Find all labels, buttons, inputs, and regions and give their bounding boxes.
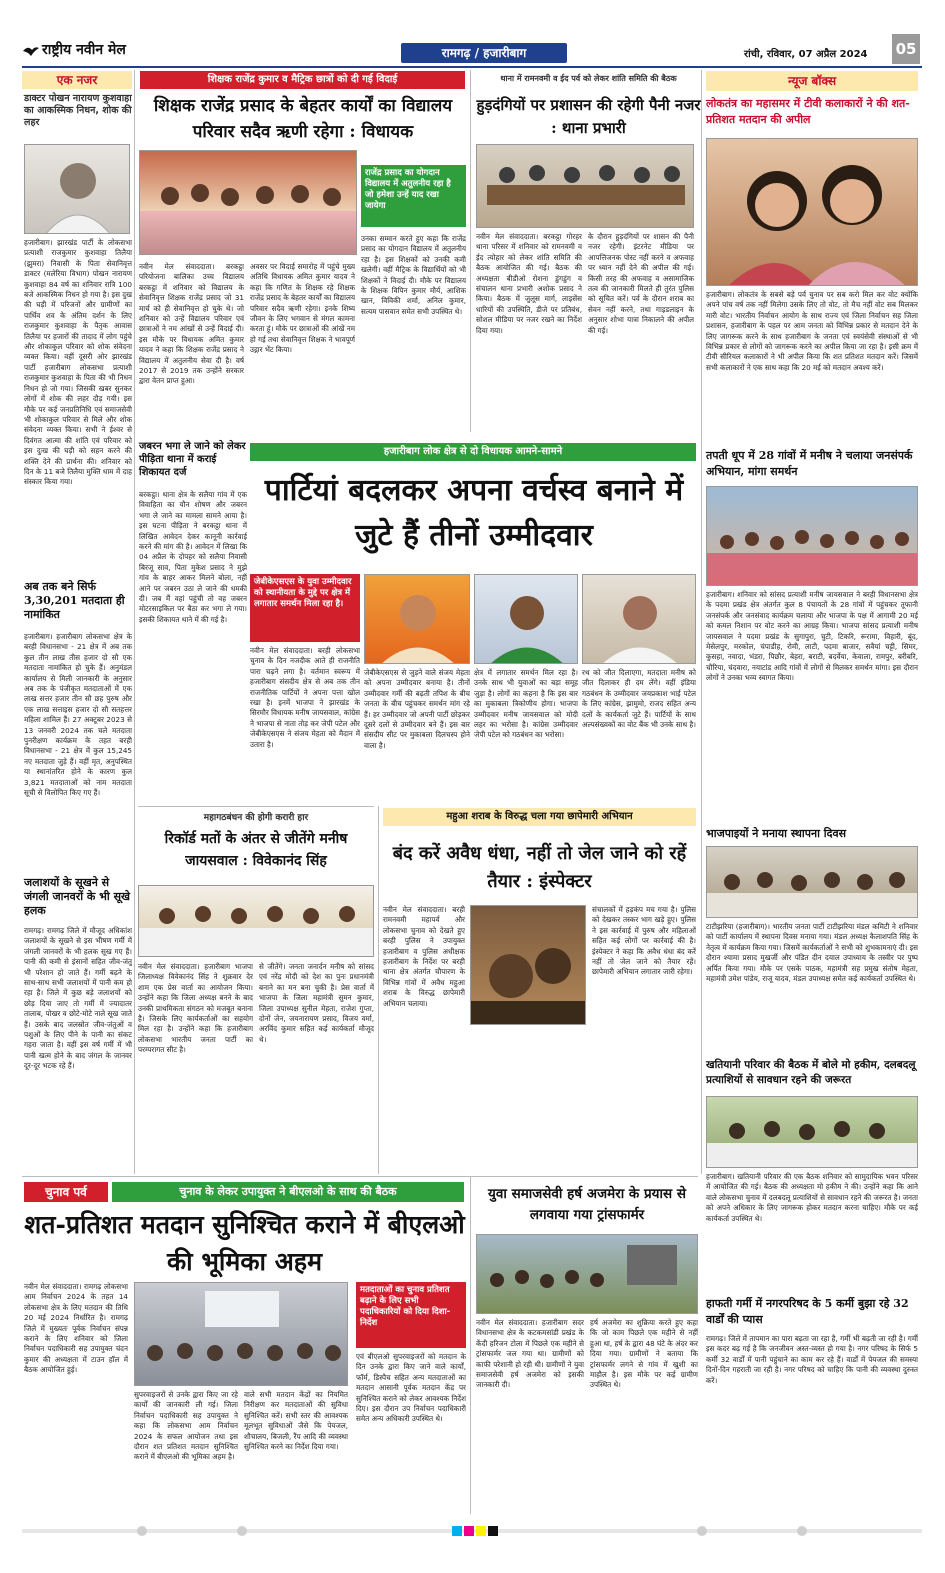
teacher-kicker: शिक्षक राजेंद्र कुमार व मैट्रिक छात्रों को दी गई विदाई [140,71,465,89]
jabaran-headline: जबरन भगा ले जाने को लेकर पीड़िता थाना में कराई शिकायत दर्ज [139,441,246,478]
col-rule-4 [378,806,379,1174]
water-headline: हाफती गर्मी में नगरपरिषद के 5 कर्मी बुझा रहे 32 वार्डों की प्यास [706,1297,909,1326]
obituary-photo [24,144,130,234]
mahua-headline: बंद करें अवैध धंधा, नहीं तो जेल जाने को रहें तैयार : इंस्पेक्टर [392,843,687,892]
harsh-col2: हर्ष अजमेरा का शुक्रिया करते हुए कहा कि जो काम पिछले एक महीने से नहीं हुआ था, हर्ष के द्वारा 48 घंटे के अंदर कर दिया गया। ग्रामीणों ने बताया कि ट्रांसफार्मर लगने से गांव में खुशी का माहौल है। इस मौके पर कई ग्रामीण उपस्थित थे। [590,1318,698,1390]
parties-quote: जेबीकेएसएस के युवा उम्मीदवार को स्थानीयता के मुद्दे पर क्षेत्र में लगातार समर्थन मिला रहा है। [254,577,352,609]
mahagath-headline: रिकॉर्ड मतों के अंतर से जीतेंगे मनीष जायसवाल : विवेकानंद सिंह [164,831,348,869]
mahagath-col1: नवीन मेल संवाददाता। हजारीबाग भाजपा जिलाध्यक्ष विवेकानंद सिंह ने शुक्रवार देर शाम एक प्रेस वार्ता का आयोजन किया। उन्होंने कहा कि जिला अध्यक्ष बनने के बाद उनकी प्राथमिकता संगठन को मजबूत बनाना है। जिसके लिए कार्यकर्ताओं का सहयोग मिल रहा है। उन्होंने कहा कि हजारीबाग लोकसभा भारतीय जनता पार्टी का परम्परागत सीट है। [138,962,253,1055]
parties-col4: रथ को जीत दिलाएगा, मतदाता मनीष को जीत दिलाकर ही दम लेंगे। वहीं इंडिया गठबंधन के उम्मीदवार जयप्रकाश भाई पटेल के लिए कांग्रेस, झामुमो, राजद सहित अन्य दलों के कार्यकर्ता जुटे हैं। पार्टियों के साथ अल्पसंख्यकों का वोट बैंक भी उनके साथ है। [582,668,696,730]
thana-kicker: थाना में रामनवमी व ईद पर्व को लेकर शांति समिति की बैठक [500,74,677,83]
lower-rule [22,1176,698,1177]
election-photo [134,1282,348,1386]
bjp-day-body: टाटीझरिया (हजारीबाग)। भारतीय जनता पार्टी टाटीझरिया मंडल कमिटी ने शनिवार को पार्टी कार्यालय में स्थापना दिवस मनाया गया। मंडल अध्यक्ष कैलाशपति सिंह के नेतृत्व में कार्यक्रम किया गया। जिसमें कार्यकर्ताओं ने सभी को शुभकामनाएं दी। इस दौरान श्यामा प्रसाद मुखर्जी और पंडित दीन दयाल उपाध्याय के तस्वीर पर पुष्प अर्पित किया गया। मौके पर एसके पाठक, महामंत्री सह प्रमुख संतोष मेहता, महामंत्री उमेश पांडेय, राजू यादव, मंडल उपाध्यक्ष समेत कई कार्यकर्ता उपस्थित थे। [706,922,918,984]
news-box-body: हजारीबाग। लोकतंत्र के सबसे बड़े पर्व चुनाव पर सब करो मिल कर वोट क्योंकि अपने पांच वर्ष तक नहीं मिलेगा उसके लिए तो वोट, तो मैच नहीं वोट सब मिलकर मारी वोट। भारतीय निर्वाचन आयोग के साथ राज्य एवं जिला निर्वाचन सह जिला प्रशासन, हजारीबाग के पहल पर आम जनता को विभिन्न प्रकार से मतदान देने के लिए जागरूक करने के साथ हजारीबाग के जनता एवं स्वयंसेवी संस्थाओं से भी विभिन्न प्रकार से लोगों को जागरूक करने का अपील किया जा रहा है। इसी क्रम में टीवी सीरियल कलाकारों ने भी अपील किया कि शत प्रतिशत मतदान करें। जिसमें सभी कलाकारों ने एक साथ कहा कि 20 मई को मतदान अवश्य करें। [706,290,918,372]
masthead [22,34,922,66]
harsh-photo [476,1234,698,1314]
jalashay-body: रामगढ़। रामगढ़ जिले में मौजूद अधिकांश जलाशयों के सूखने से इस भीषण गर्मी में जंगली जानवरों के भी हलक सूख गए हैं। पानी की कमी से इंसानों सहित जीव-जंतु भी परेशान हो जाते हैं। गर्मी बढ़ने के साथ-साथ सभी जलाशयों में पानी कम हो रहा है। जिले में कुछ बड़े जलाशयों को छोड़ दिया जाए तो गर्मी में ज्यादातर तालाब, पोखर व छोटे-मोटे नाले सूख जाते हैं। उसके बाद जलस्रोत जीव-जंतुओं व पशुओं के लिए पीने के पानी का संकट गहरा जाता है। वहीं इस वर्ष गर्मी में भी पानी खत्म होने के बाद जंगल के जानवर दूर-दूर भटक रहे हैं। [24,926,132,1071]
jabaran-body: बरकट्ठा। थाना क्षेत्र के सलैया गांव में एक विवाहिता का यौन शोषण और जबरन भगा ले जाने का मामला सामने आया है। इस घटना पीड़िता ने बरकट्ठा थाना में लिखित आवेदन देकर कानूनी कार्रवाई करने की मांग की है। आवेदन में लिखा कि 04 अप्रैल के दोपहर को सलैया निवासी बिरजू साव, पिता मुकेश प्रसाद ने मुझे गांव के बाहर आकर मिलने बोला, नहीं आने पर जबरन उठा ले जाने की धमकी दी। जब मैं वहां पहुंची तो वह जबरन मोटरसाइकिल पर बैठा कर भगा ले गया। इसकी शिकायत थाने में की गई है। [139,490,247,624]
col-rule-5 [470,1176,471,1514]
candidate-photo-2 [474,574,578,664]
harsh-col1: नवीन मेल संवाददाता। हजारीबाग सदर विधानसभा क्षेत्र के कटकमसांडी प्रखंड के केंदी हरिजन टोला में पिछले एक महीने से ट्रांसफार्मर जल गया था। ग्रामीणों को काफी परेशानी हो रही थी। ग्रामीणों ने युवा समाजसेवी हर्ष अजमेरा को इसकी जानकारी दी। [476,1318,584,1390]
bjp-day-photo [706,846,918,918]
teacher-col3: उनका सम्मान करते हुए कहा कि राजेंद्र प्रसाद का योगदान विद्यालय में अतुलनीय रहा है। इस शिक्षकों को उनकी कमी खलेगी। वहीं मैट्रिक के विद्यार्थियों को भी शिक्षकों ने विदाई दी। मौके पर विद्यालय के शिक्षक विपिन कुमार मौर्य, आशिक खान, विविकी शर्मा, अनिल कुमार, सत्यम पासवान समेत सभी उपस्थित थे। [361,234,466,316]
col-rule-2 [470,70,471,432]
candidate-photo-1 [364,574,470,664]
parties-col2: जेबीकेएसएस से जुड़ने वाले संजय मेहता को अपना उम्मीदवार बनाया है। तीनों उम्मीदवार गर्मी की बढ़ती तपिश के बीच जनता के बीच पहुंचकर समर्थन मांग रहे हैं। हर उम्मीदवार जो अपनी पार्टी छोड़कर दूसरे दलों से उम्मीदवार बने हैं। इस बार संसदीय सीट पर मुकाबला दिलचस्प होने वाला है। [364,668,470,750]
election-tag-label: चुनाव पर्व [45,1185,87,1199]
mahua-col2: संचालकों में हड़कंप मच गया है। पुलिस को देखकर तस्कर भाग खड़े हुए। पुलिस ने इस कार्रवाई में पुरुष और महिलाओं सहित कई लोगों पर कार्रवाई की है। इंस्पेक्टर ने कहा कि अवैध धंधा बंद करें नहीं तो जेल जाने को तैयार रहें। छापेमारी अभियान लगातार जारी रहेगा। [592,905,696,977]
section-badge: रामगढ़ / हजारीबाग [401,43,567,63]
mid-rule [138,806,374,807]
jalashay-headline: जलाशयों के सूखने से जंगली जानवरों के भी सूखे हलक [24,876,131,917]
election-quote: मतदाताओं का चुनाव प्रतिशत बढ़ाने के लिए सभी पदाधिकारियों को दिया दिशा-निर्देश [360,1285,451,1328]
election-kicker-bar [112,1182,464,1202]
election-headline: शत-प्रतिशत मतदान सुनिश्चित कराने में बीएलओ की भूमिका अहम [24,1210,465,1276]
manish-tour-headline: तपती धूप में 28 गांवों में मनीष ने चलाया जनसंपर्क अभियान, मांगा समर्थन [706,449,913,478]
news-box-tag [706,71,918,91]
mahua-photo [470,905,586,1025]
mahagath-col2: से जीतेंगे। जनता जनार्दन मनीष को सांसद एवं नरेंद्र मोदी को देश का पुनः प्रधानमंत्री बनाने का मन बना चुकी है। प्रेस वार्ता में भाजपा के जिला महामंत्री सुमन कुमार, जिला उपाध्यक्ष सुनील मेहता, राजेश गुप्ता, दोनों जेन, जयनारायण प्रसाद, विजय वर्मा, अरविंद कुमार सहित कई कार्यकर्ता मौजूद थे। [259,962,374,1044]
teacher-col2: अवसर पर विदाई समारोह में पहुंचे मुख्य अतिथि विधायक अमित कुमार यादव ने कहा कि गणित के शिक्षक रहे शिक्षक राजेंद्र प्रसाद के बेहतर कार्यों का विद्यालय परिवार सदैव ऋणी रहेगा। इनके शिष्य जीवन के लिए भगवान से मंगल कामना करता हूं। मौके पर छात्राओं की आंखें नम हो गई तथा सेवानिवृत्त शिक्षक ने भावपूर्ण उद्गार भेंट किया। [250,262,355,355]
teacher-quote: राजेंद्र प्रसाद का योगदान विद्यालय में अतुलनीय रहा है जो हमेशा उन्हें याद रखा जायेगा [365,168,451,211]
mahagath-photo [138,885,374,957]
election-col4: एवं बीएलओ सुपरवाइजरों को मतदान के दिन उनके द्वारा किए जाने वाले कार्यों, फॉर्म, डिस्पैच सहित अन्य मतदाताओं का मतदान आसानी पूर्वक मतदान केंद्र पर सुनिश्चित कराने को लेकर आवश्यक निर्देश दिए। इस दौरान उप निर्वाचन पदाधिकारी समेत अन्य अधिकारी उपस्थित थे। [356,1352,466,1424]
ek-nazar-tag [22,71,132,89]
mahua-kicker: महुआ शराब के विरुद्ध चला गया छापेमारी अभियान [383,808,696,826]
masthead-rule [22,66,922,68]
parties-col3: क्षेत्र में लगातार समर्थन मिल रहा है। उनके साथ भी युवाओं का बड़ा समूह जुड़ा है। लोगों का कहना है कि इस बार का मुकाबला त्रिकोणीय होगा। भाजपा उम्मीदवार मनीष जायसवाल को मोदी लहर का भरोसा है। कांग्रेस उम्मीदवार जेपी पटेल को गठबंधन का भरोसा। [474,668,578,740]
election-tag [24,1182,108,1202]
parties-headline: पार्टियां बदलकर अपना वर्चस्व बनाने में जुटे हैं तीनों उम्मीदवार [264,473,684,553]
tv-artists-photo [706,138,918,286]
thana-headline: हुड़दंगियों पर प्रशासन की रहेगी पैनी नजर : थाना प्रभारी [476,96,701,137]
bjp-day-headline: भाजपाइयों ने मनाया स्थापना दिवस [706,827,847,840]
manish-tour-body: हजारीबाग। शनिवार को सांसद प्रत्याशी मनीष जायसवाल ने बरही विधानसभा क्षेत्र के पदमा प्रखंड क्षेत्र अंतर्गत कुल 8 पंचायतों के 28 गांवों में पहुंचकर तूफानी जनसंपर्क और जनसंवाद कार्यक्रम चलाया और भाजपा के पक्ष में आगामी 20 मई को कमल निशान पर वोट करने का आग्रह किया। भाजपा सांसद प्रत्याशी मनीष जायसवाल ने पदमा प्रखंड के सुगापुरा, चुटी, टिकरि, रूरामा, विहारी, बूंद, मेसेलपुर, मरकोल, चंपाडीह, रोमी, लाटी, पदमा बाजार, सवैयां चट्टी, सिमर, कुसहा, नवादा, भंडरा, पिछौर, बेहरा, बराटी, बदर्वेया, केवाला, रामपुर, बरीबरि, चौरिया, चंदवारा, नयाटांड आदि गांवों में लोगों से मिलकर समर्थन मांगा। इस दौरान लोगों ने उनका भव्य स्वागत किया। [706,590,918,683]
news-box-label: न्यूज बॉक्स [787,74,837,88]
harsh-headline: युवा समाजसेवी हर्ष अजमेरा के प्रयास से लगवाया गया ट्रांसफार्मर [488,1186,686,1223]
election-quote-box [356,1282,466,1348]
teacher-quote-box [361,165,466,227]
paper-name: राष्ट्रीय नवीन मेल [42,42,126,58]
teacher-headline: शिक्षक राजेंद्र प्रसाद के बेहतर कार्यों का विद्यालय परिवार सदैव ऋणी रहेगा : विधायक [153,96,453,142]
teacher-photo [139,150,357,255]
ek-nazar-label: एक नजर [56,73,98,87]
manish-tour-photo [706,486,918,586]
parties-quote-box [250,574,360,642]
thana-photo [476,144,694,228]
page-number: 05 [892,34,920,64]
bird-logo-icon [22,42,40,54]
mahua-col1: नवीन मेल संवाददाता। बरही रामनवमी महापर्व और लोकसभा चुनाव को देखते हुए बरही पुलिस ने उपायुक्त हजारीबाग व पुलिस अधीक्षक हजारीबाग के निर्देश पर बरही थाना क्षेत्र अंतर्गत चौपारण के विभिन्न गांवों में अवैध महुआ शराब के विरुद्ध छापेमारी अभियान चलाया। [383,905,465,1008]
water-body: रामगढ़। जिले में तापमान का पारा बढ़ता जा रहा है, गर्मी भी बढ़ती जा रही है। गर्मी इस कदर बढ़ गई है कि जनजीवन अस्त-व्यस्त हो गया है। नगर परिषद के सिर्फ 5 कर्मी 32 वार्डों में पानी पहुंचाने का काम कर रहे हैं। वार्डों में पेयजल की समस्या दिनों-दिन गहराती जा रही है। नगर परिषद को चाहिए कि पानी की व्यवस्था दुरुस्त करें। [706,1334,918,1385]
thana-col1: नवीन मेल संवाददाता। बरकट्ठा गोरहर थाना परिसर में शनिवार को रामनवमी व ईद त्योहार को लेकर शांति समिति की बैठक आयोजित की गई। बैठक की अध्यक्षता बीडीओ रोशना डुंगडुंग व संचालन थाना प्रभारी अशोक प्रसाद ने किया। बैठक में जुलूस मार्ग, लाइसेंस धारियों की उपस्थिति, डीजे पर प्रतिबंध, सोशल मीडिया पर नजर रखने का निर्देश दिया गया। [476,232,582,335]
news-box-headline: लोकतंत्र का महासमर में टीवी कलाकारों ने की शत-प्रतिशत मतदान की अपील [706,97,910,126]
thana-col2: के दौरान हुड़दंगियों पर शासन की पैनी नजर रहेगी। इंटरनेट मीडिया पर आपत्तिजनक पोस्ट नहीं करने व अफवाह पर ध्यान नहीं देने की अपील की गई। किसी तरह की अफवाह व असामाजिक तत्व की जानकारी मिलते ही तुरंत पुलिस को सूचित करें। पर्व के दौरान शराब का सेवन नहीं करने, तथा गाइडलाइन के अनुसार शोभा यात्रा निकालने की अपील की गई। [588,232,694,335]
col-rule-3 [701,70,702,1174]
khatiyani-photo [706,1096,918,1168]
khatiyani-headline: खतियानी परिवार की बैठक में बोले मो हकीम, दलबदलू प्रत्याशियों से सावधान रहने की जरूरत [706,1059,916,1086]
nidhan-body: हजारीबाग। झारखंड पार्टी के लोकसभा प्रत्याशी राजकुमार कुशवाहा तिलैया (झुमरा) निवासी के पिता सेवानिवृत्त डाक्टर (मलेरिया विभाग) पोखन नारायण कुशवाहा 84 वर्ष का शनिवार रात्रि 100 बजे आकस्मिक निधन हो गया है। इस दुख की घड़ी में परिजनों और ग्रामीणों का पार्थिव शव के अंतिम दर्शन के लिए राजकुमार कुशवाहा के पैतृक आवास तिलैया पर हजारों की तादाद में लोग पहुंचे और शोकाकुल परिवार को शोक संवेदना व्यक्त किया। वहीं दूसरी ओर झारखंड पार्टी हजारीबाग लोकसभा प्रत्याशी राजकुमार कुशवाहा के पिता की भी निधन निधन हो जो गया। जिसकी खबर सुनकर लोगों में शोक की लहर दौड़ गयी। इस मौके पर कई जनप्रतिनिधि एवं समाजसेवी भी शोकाकुल परिवार से मिले और शोक संवेदना व्यक्त किया। सभी ने ईश्वर से दिवंगत आत्मा की शांति एवं परिवार को इस दुःख की घड़ी को सहन करने की शक्ति देने की प्रार्थना की। शनिवार को दिन के 11 बजे तिलैया मुक्ति धाम में दाह संस्कार किया गया। [24,238,132,487]
mahagath-kicker: महागठबंधन की होगी करारी हार [203,813,309,823]
voters-headline: अब तक बने सिर्फ 3,30,201 मतदाता ही नामांकित [24,580,125,621]
election-col1: नवीन मेल संवाददाता। रामगढ़ लोकसभा आम निर्वाचन 2024 के तहत 14 लोकसभा क्षेत्र के लिए मतदान की तिथि 20 मई 2024 निर्धारित है। रामगढ़ जिले में मुख्यतः पूर्वक निर्वाचन संपन्न कराने के लिए शनिवार को जिला निर्वाचन पदाधिकारी सह उपायुक्त चंदन कुमार की अध्यक्षता में टाउन हॉल में बैठक आयोजित हुई। [24,1282,128,1375]
nidhan-headline: डाक्टर पोखन नारायण कुशवाहा का आकस्मिक निधन, शोक की लहर [24,93,132,128]
col-rule-1 [134,70,135,1174]
color-registration-bar [22,1522,922,1534]
teacher-col1: नवीन मेल संवाददाता। बरकट्ठा परियोजना बालिका उच्च विद्यालय बरकट्ठा में शनिवार को विद्यालय के सेवानिवृत्त शिक्षक राजेंद्र प्रसाद जो 31 मार्च को ही सेवानिवृत्त हो चुके थे। जो शनिवार को उन्हें विद्यालय परिवार एवं छात्राओं ने नम आंखों से उन्हें विदाई दी। इस मौके पर विधायक अमित कुमार यादव ने कहा कि शिक्षक राजेंद्र प्रसाद ने विद्यालय में अतुलनीय सेवा दी है। वर्ष 2017 से 2019 तक उन्होंने सरकार द्वारा वेतन प्राप्त हुआ। [139,262,244,386]
candidate-photo-3 [582,574,696,664]
voters-body: हजारीबाग। हजारीबाग लोकसभा क्षेत्र के बरही विधानसभा - 21 क्षेत्र में अब तक कुल तीन लाख तीस हजार दो सौ एक मतदाता नामांकित हो चुके हैं। अनुमंडल कार्यालय से मिली जानकारी के अनुसार अब तक के पंजीकृत मतदाताओं में एक लाख सत्तर हजार तीन सौ छह पुरुष और एक लाख सत्ताइस हजार दो सौ सतहत्तर महिला शामिल हैं। 27 अक्टूबर 2023 से 13 जनवरी 2024 तक चले मतदाता पुनरीक्षण कार्यक्रम के तहत बरही विधानसभा - 21 क्षेत्र में कुल 15,245 नए मतदाता जुड़े हैं। वहीं मृत, अनुपस्थित या स्थानांतरित होने के कारण कुल 3,821 मतदाताओं को नाम मतदाता सूची से विलोपित किए गए हैं। [24,632,132,798]
parties-col1: नवीन मेल संवाददाता। बरही लोकसभा चुनाव के दिन नजदीक आते ही राजनीति पारा चढ़ने लगा है। वर्तमान स्वरूप में हजारीबाग संसदीय क्षेत्र से अब तक तीन राजनीतिक पार्टियों ने अपना पत्ता खोल रखा है। इनमें भाजपा ने झारखंड के सिरमौर विधायक मनीष जायसवाल, कांग्रेस ने भाजपा से नाता तोड़ कर जेपी पटेल और जेबीकेएसएस ने संजय मेहता को मैदान में उतारा है। [250,646,360,749]
dateline: रांची, रविवार, 07 अप्रैल 2024 [744,49,868,60]
election-col3: वाले सभी मतदान केंद्रों का नियमित निरीक्षण कर मतदाताओं की सुविधा सुनिश्चित करें। सभी स्तर की आवश्यक मूलभूत सुविधाओं जैसे कि पेयजल, शौचालय, बिजली, रैंप आदि की व्यवस्था सुनिश्चित करने का निर्देश दिया गया। [244,1390,348,1452]
khatiyani-body: हजारीबाग। खतियानी परिवार की एक बैठक शनिवार को सामुदायिक भवन परिसर में आयोजित की गई। बैठक की अध्यक्षता मो हकीम ने की। उन्होंने कहा कि आने वाले लोकसभा चुनाव में दलबदलू प्रत्याशियों से सावधान रहने की जरूरत है। जनता को अपने अधिकार के लिए जागरूक होकर मतदान करना चाहिए। मौके पर कई कार्यकर्ता उपस्थित थे। [706,1172,918,1223]
election-kicker: चुनाव के लेकर उपायुक्त ने बीएलओ के साथ की बैठक [179,1185,397,1198]
election-col2: सुपरवाइजरों से उनके द्वारा किए जा रहे कार्यों की जानकारी ली गई। जिला निर्वाचन पदाधिकारी सह उपायुक्त ने कहा कि लोकसभा आम निर्वाचन 2024 के सफल आयोजन तथा इस दौरान शत प्रतिशत मतदान सुनिश्चित कराने में बीएलओ की भूमिका अहम है। [134,1390,238,1462]
parties-kicker: हजारीबाग लोक क्षेत्र से दो विधायक आमने-सामने [250,443,696,461]
